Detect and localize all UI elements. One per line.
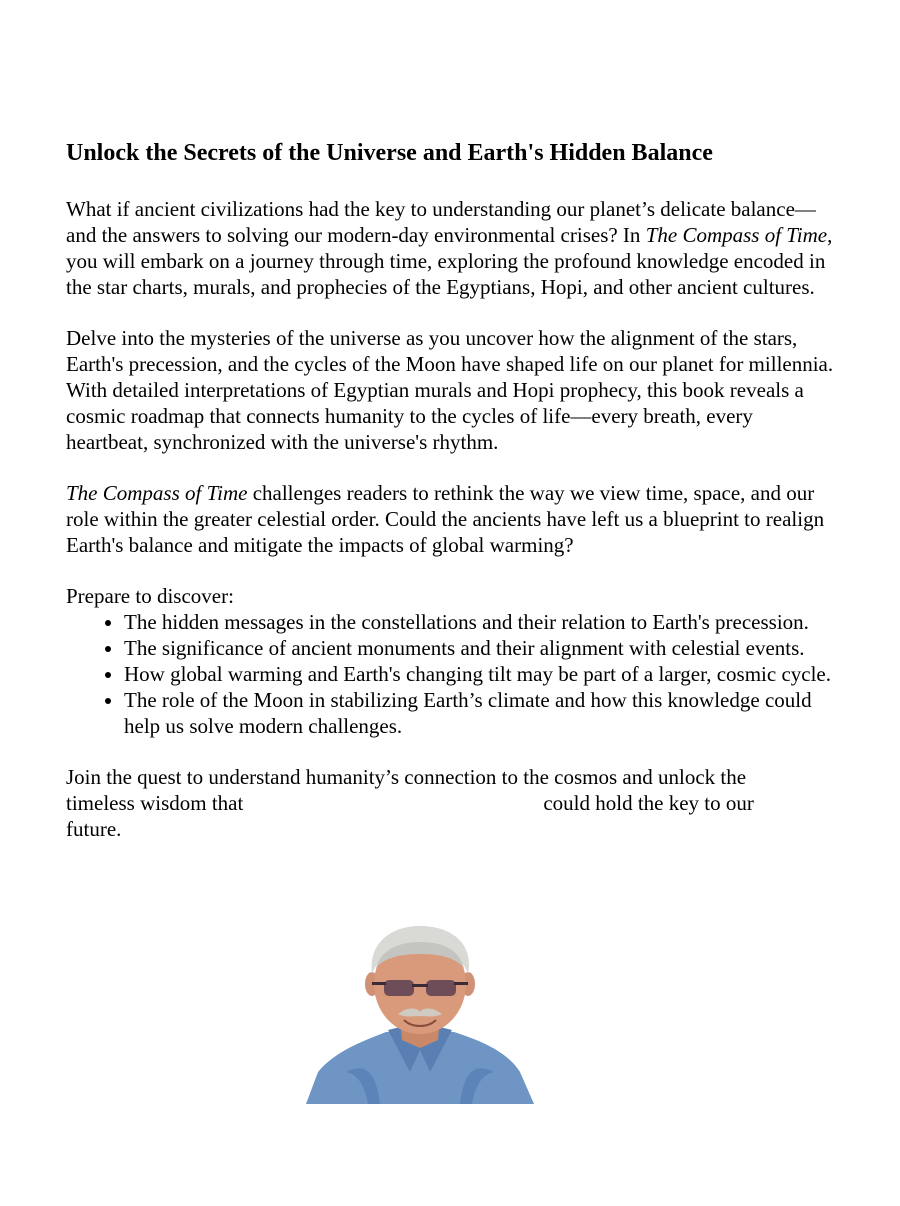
book-title-italic-2: The Compass of Time bbox=[66, 481, 248, 505]
document-page bbox=[66, 138, 836, 867]
list-intro: Prepare to discover: bbox=[66, 584, 234, 608]
document-title: Unlock the Secrets of the Universe and Earth's Hidden Balance bbox=[66, 140, 713, 166]
list-item: • The role of the Moon in stabilizing Earth’s climate and how this knowledge could help us solve modern challenges. bbox=[124, 687, 836, 739]
closing-line-2-a: timeless wisdom that bbox=[66, 791, 244, 815]
list-item: • The significance of ancient monuments and their alignment with celestial events. bbox=[124, 635, 836, 661]
paragraph-challenge-text: challenges readers to rethink the way we view time, space, and our role within the greater celestial order. Could the ancients have left us a blueprint to realign Earth's balance and mitigate the impacts of global warming? bbox=[66, 481, 825, 557]
paragraph-intro-text-a: What if ancient civilizations had the key to understanding our planet’s delicate balance—and the answers to solving our modern-day environmental crises? In bbox=[66, 197, 816, 247]
closing-line-2 bbox=[66, 790, 836, 816]
paragraph-mysteries: Delve into the mysteries of the universe as you uncover how the alignment of the stars, Earth's precession, and the cycles of the Moon have shaped life on our planet for millennia. With detailed interpretations of Egyptian murals and Hopi prophecy, this book reveals a cosmic roadmap that connects humanity to the cycles of life—every breath, every heartbeat, synchronized with the universe's rhythm. bbox=[66, 326, 834, 454]
paragraph-challenge bbox=[66, 480, 836, 558]
author-portrait bbox=[306, 922, 534, 1104]
paragraph-intro-text-b: , you will embark on a journey through time, exploring the profound knowledge encoded in the star charts, murals, and prophecies of the Egyptians, Hopi, and other ancient cultures. bbox=[66, 223, 833, 299]
discover-list bbox=[66, 609, 836, 739]
portrait-glasses-left bbox=[384, 980, 414, 996]
portrait-glasses-right bbox=[426, 980, 456, 996]
paragraph-closing bbox=[66, 764, 836, 842]
closing-line-1: Join the quest to understand humanity’s connection to the cosmos and unlock the bbox=[66, 765, 747, 789]
paragraph-intro bbox=[66, 196, 836, 300]
book-title-italic: The Compass of Time bbox=[645, 223, 828, 247]
closing-line-3: future. bbox=[66, 817, 122, 841]
list-item: • The hidden messages in the constellations and their relation to Earth's precession. bbox=[124, 609, 836, 635]
closing-line-2-b: could hold the key to our bbox=[543, 791, 754, 815]
list-item: • How global warming and Earth's changing tilt may be part of a larger, cosmic cycle. bbox=[124, 661, 836, 687]
